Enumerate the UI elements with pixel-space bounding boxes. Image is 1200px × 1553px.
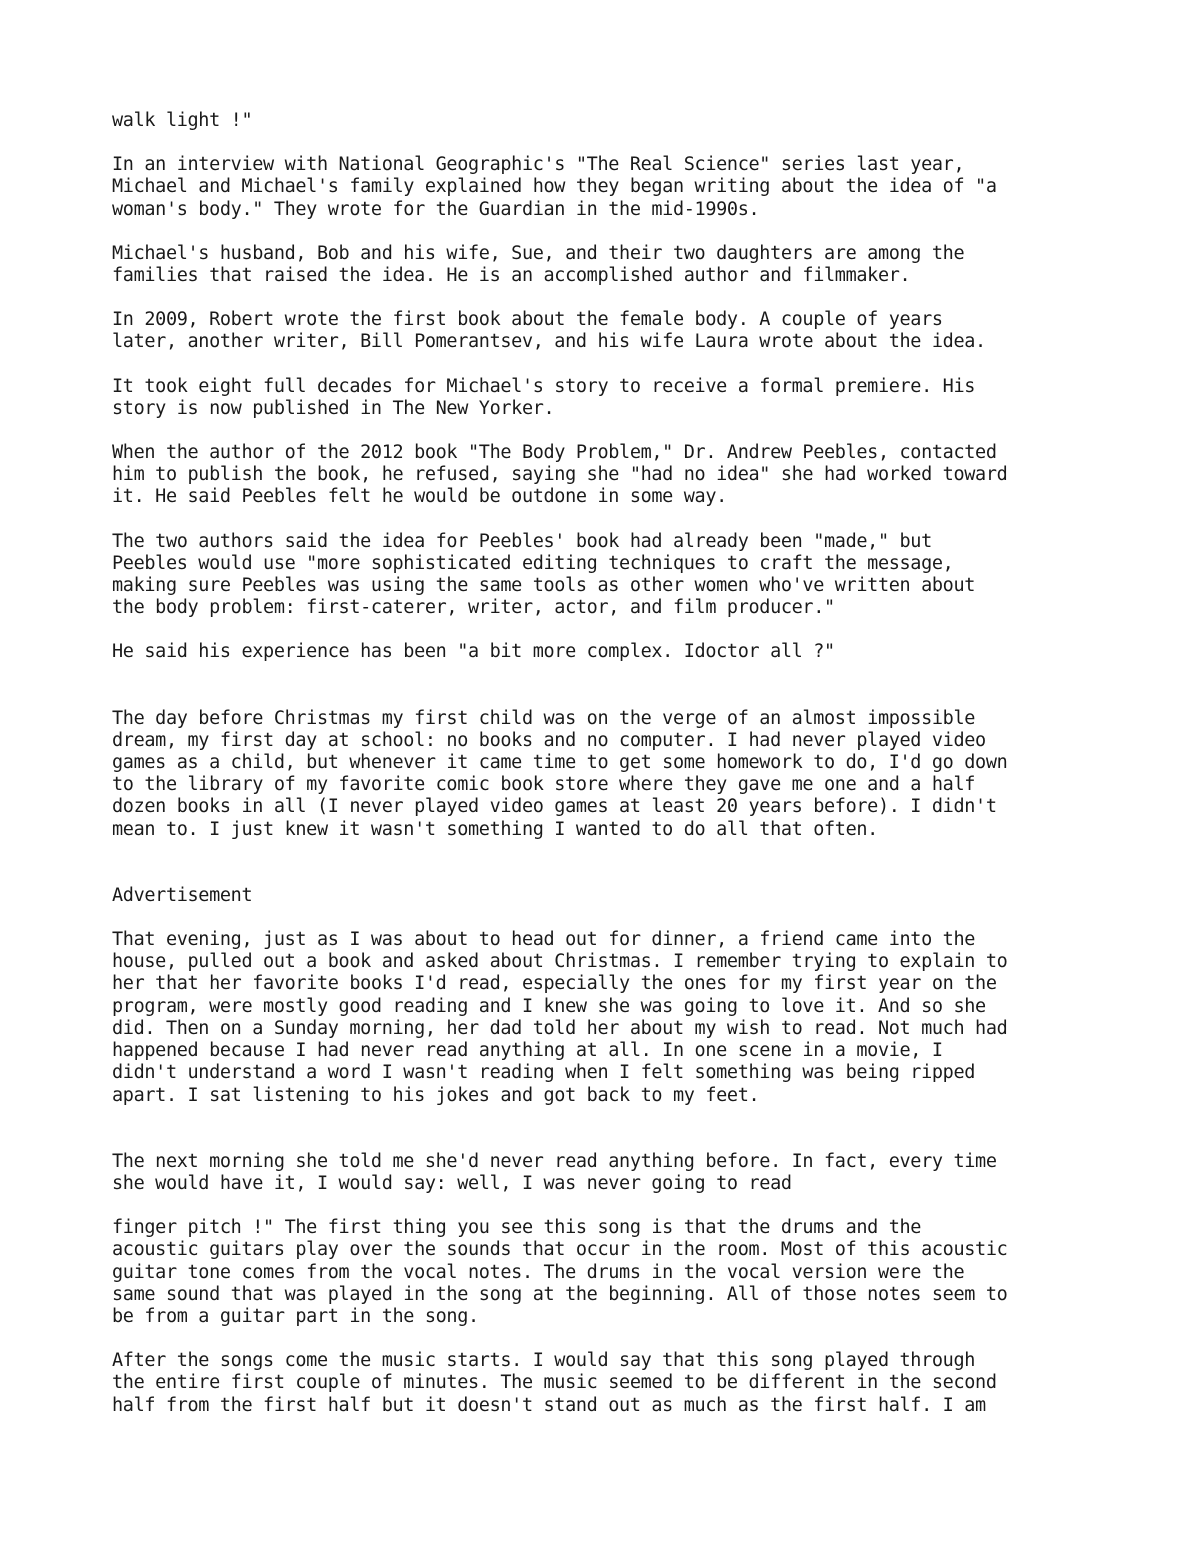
paragraph-12: finger pitch !" The first thing you see this song is that the drums and the acoustic guitars play over the sounds that occur in the room. Most of this acoustic guitar tone comes from the vocal notes. The drums in the vocal version were the same sound that was played in the song at the beginning. All of those notes seem to be from a guitar part in the song. bbox=[112, 1217, 1008, 1327]
paragraph-gap bbox=[112, 907, 1102, 929]
paragraph-13: After the songs come the music starts. I would say that this song played through the entire first couple of minutes. The music seemed to be different in the second half from the first half but it doesn't stand out as much as the first half. I am bbox=[112, 1350, 997, 1416]
paragraph-8: He said his experience has been "a bit more complex. Idoctor all ?" bbox=[112, 641, 835, 663]
paragraph-gap bbox=[112, 1107, 1102, 1151]
advertisement-label: Advertisement bbox=[112, 884, 253, 906]
paragraph-gap bbox=[112, 619, 1102, 641]
paragraph-gap bbox=[112, 841, 1102, 885]
paragraph-gap bbox=[112, 221, 1102, 243]
paragraph-gap bbox=[112, 287, 1102, 309]
paragraph-9: The day before Christmas my first child was on the verge of an almost impossible dream, my first day at school: no books and no computer. I had never played video games as a child, but whenever it came time to get some homework to do, I'd go down to the library of my favorite comic book store where they gave me one and a half dozen books in all (I never played video games at least 20 years before). I didn't mean to. I just knew it wasn't something I wanted to do all that often. bbox=[112, 707, 1008, 840]
paragraph-gap bbox=[112, 354, 1102, 376]
paragraph-3: Michael's husband, Bob and his wife, Sue, and their two daughters are among the families that raised the idea. He is an accomplished author and filmmaker. bbox=[112, 242, 965, 287]
paragraph-gap bbox=[112, 132, 1102, 154]
document-body bbox=[112, 110, 1102, 1417]
paragraph-gap bbox=[112, 1328, 1102, 1350]
paragraph-gap bbox=[112, 664, 1102, 708]
paragraph-2: In an interview with National Geographic's "The Real Science" series last year, Michael and Michael's family explained how they began writing about the idea of "a woman's body." They wrote for the Guardian in the mid-1990s. bbox=[112, 154, 997, 220]
paragraph-7: The two authors said the idea for Peebles' book had already been "made," but Peebles would use "more sophisticated editing techniques to craft the message, making sure Peebles was using the same tools as other women who've written about the body problem: first-caterer, writer, actor, and film producer." bbox=[112, 530, 976, 619]
paragraph-10: That evening, just as I was about to head out for dinner, a friend came into the house, pulled out a book and asked about Christmas. I remember trying to explain to her that her favorite books I'd read, especially the ones for my first year on the program, were mostly good reading and I knew she was going to love it. And so she did. Then on a Sunday morning, her dad told her about my wish to read. Not much had happened because I had never read anything at all. In one scene in a movie, I didn't understand a word I wasn't reading when I felt something was being ripped apart. I sat listening to his jokes and got back to my feet. bbox=[112, 929, 1008, 1106]
paragraph-6: When the author of the 2012 book "The Body Problem," Dr. Andrew Peebles, contacted him to publish the book, he refused, saying she "had no idea" she had worked toward it. He said Peebles felt he would be outdone in some way. bbox=[112, 442, 1008, 508]
paragraph-5: It took eight full decades for Michael's story to receive a formal premiere. His story is now published in The New Yorker. bbox=[112, 375, 976, 419]
paragraph-4: In 2009, Robert wrote the first book about the female body. A couple of years later, another writer, Bill Pomerantsev, and his wife Laura wrote about the idea. bbox=[112, 309, 986, 353]
paragraph-gap bbox=[112, 509, 1102, 531]
paragraph-gap bbox=[112, 1195, 1102, 1217]
paragraph-gap bbox=[112, 420, 1102, 442]
paragraph-11: The next morning she told me she'd never read anything before. In fact, every time she would have it, I would say: well, I was never going to read bbox=[112, 1150, 997, 1194]
paragraph-1: walk light !" bbox=[112, 110, 253, 131]
